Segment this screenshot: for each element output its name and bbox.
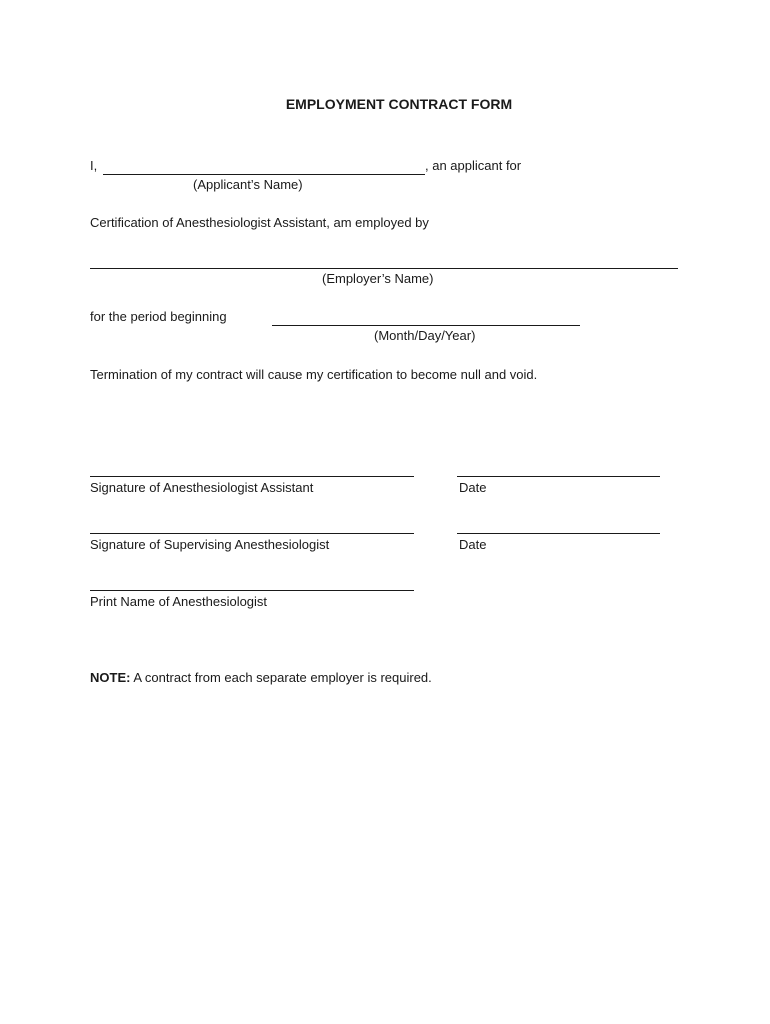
start-date-caption: (Month/Day/Year) [374,328,476,343]
assistant-signature-field[interactable] [90,476,414,477]
termination-text: Termination of my contract will cause my certification to become null and void. [90,367,538,382]
form-title: EMPLOYMENT CONTRACT FORM [285,96,513,112]
supervisor-signature-field[interactable] [90,533,414,534]
assistant-date-field[interactable] [457,476,660,477]
note-text: A contract from each separate employer is required. [130,670,432,685]
print-name-field[interactable] [90,590,414,591]
start-date-field[interactable] [272,325,580,326]
period-label: for the period beginning [90,309,227,324]
certification-text: Certification of Anesthesiologist Assistant, am employed by [90,215,429,230]
applicant-name-field[interactable] [103,174,425,175]
note [90,670,432,686]
supervisor-date-field[interactable] [457,533,660,534]
assistant-date-label: Date [459,480,487,495]
assistant-signature-label: Signature of Anesthesiologist Assistant [90,480,314,495]
applicant-name-caption: (Applicant’s Name) [193,177,303,192]
applicant-suffix: , an applicant for [425,158,522,173]
applicant-prefix: I, [90,158,98,173]
print-name-label: Print Name of Anesthesiologist [90,594,268,609]
supervisor-signature-label: Signature of Supervising Anesthesiologist [90,537,330,552]
supervisor-date-label: Date [459,537,487,552]
employer-name-caption: (Employer’s Name) [322,271,434,286]
employer-name-field[interactable] [90,268,678,269]
note-label: NOTE: [90,670,131,685]
